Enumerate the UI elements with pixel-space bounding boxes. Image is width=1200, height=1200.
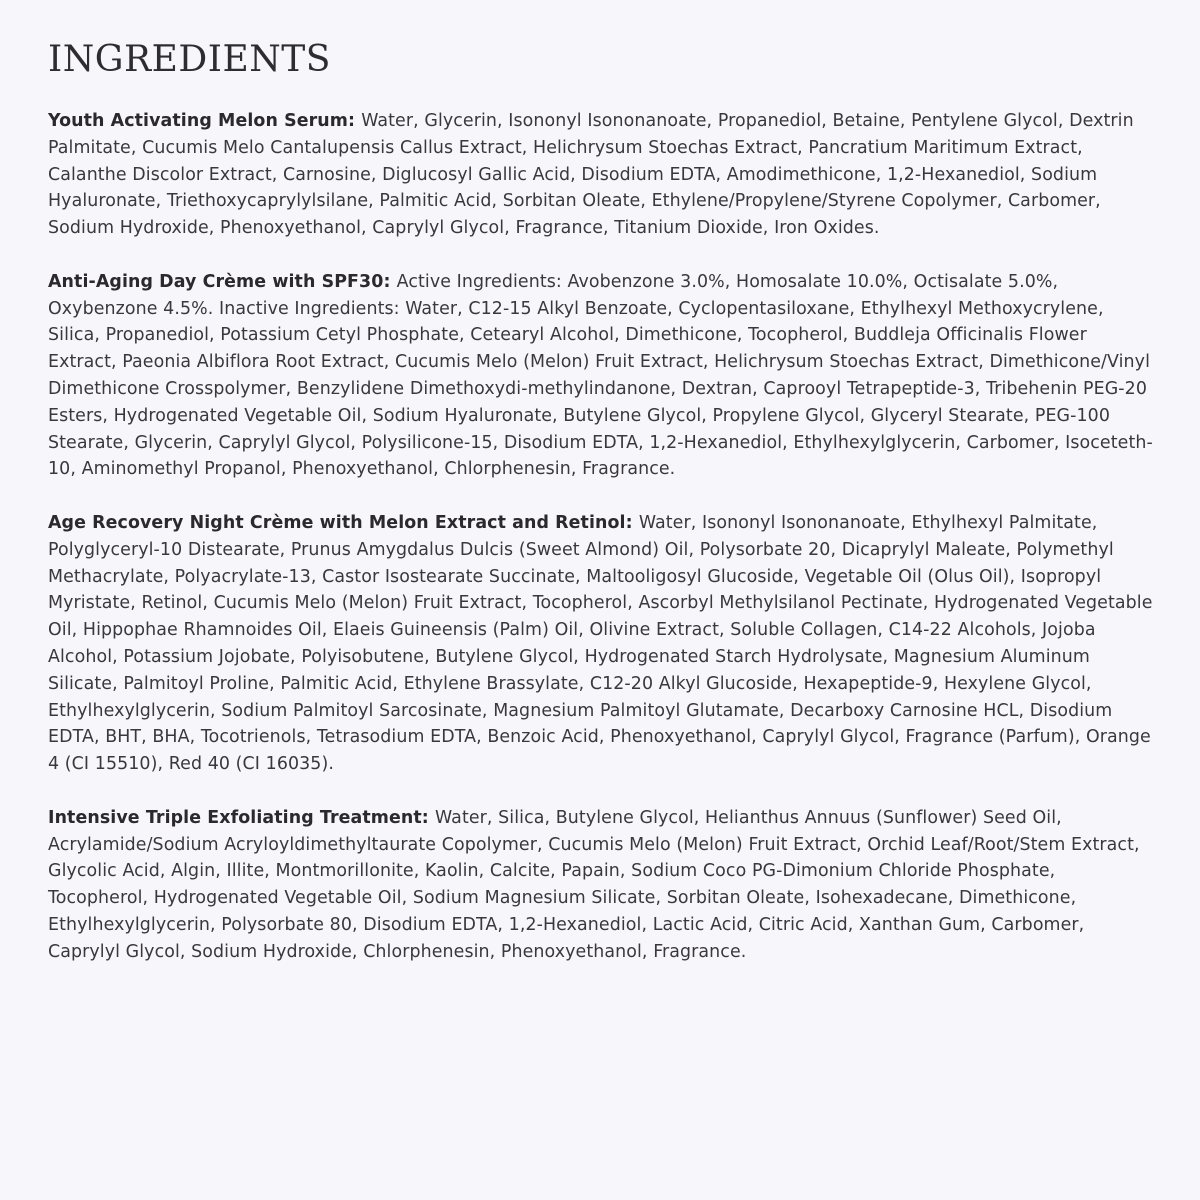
product-name: Youth Activating Melon Serum:: [48, 111, 362, 131]
product-name: Anti-Aging Day Crème with SPF30:: [48, 271, 397, 292]
ingredient-list: Water, Isononyl Isononanoate, Ethylhexyl Palmitate, Polyglyceryl-10 Distearate, Prunus Amygdalus Dulcis (Sweet Almond) Oil, Polysorbate 20, Dicaprylyl Maleate, Polymethyl Methacrylate, Polyacrylate-13, Castor Isostearate Succinate, Maltooligosyl Glucoside, Vegetable Oil (Olus Oil), Isopropyl Myristate, Retinol, Cucumis Melo (Melon) Fruit Extract, Tocopherol, Ascorbyl Methylsilanol Pectinate, Hydrogenated Vegetable Oil, Hippophae Rhamnoides Oil, Elaeis Guineensis (Palm) Oil, Olivine Extract, Soluble Collagen, C14-22 Alcohols, Jojoba Alcohol, Potassium Jojobate, Polyisobutene, Butylene Glycol, Hydrogenated Starch Hydrolysate, Magnesium Aluminum Silicate, Palmitoyl Proline, Palmitic Acid, Ethylene Brassylate, C12-20 Alkyl Glucoside, Hexapeptide-9, Hexylene Glycol, Ethylhexylglycerin, Sodium Palmitoyl Sarcosinate, Magnesium Palmitoyl Glutamate, Decarboxy Carnosine HCL, Disodium EDTA, BHT, BHA, Tocotrienols, Tetrasodium EDTA, Benzoic Acid, Phenoxyethanol, Caprylyl Glycol, Fragrance (Parfum), Orange 4 (CI 15510), Red 40 (CI 16035).: [48, 512, 1153, 775]
product-name: Intensive Triple Exfoliating Treatment:: [48, 807, 435, 828]
ingredient-list: Water, Silica, Butylene Glycol, Helianthus Annuus (Sunflower) Seed Oil, Acrylamide/Sodium Acryloyldimethyltaurate Copolymer, Cucumis Melo (Melon) Fruit Extract, Orchid Leaf/Root/Stem Extract, Glycolic Acid, Algin, Illite, Montmorillonite, Kaolin, Calcite, Papain, Sodium Coco PG-Dimonium Chloride Phosphate, Tocopherol, Hydrogenated Vegetable Oil, Sodium Magnesium Silicate, Sorbitan Oleate, Isohexadecane, Dimethicone, Ethylhexylglycerin, Polysorbate 80, Disodium EDTA, 1,2-Hexanediol, Lactic Acid, Citric Acid, Xanthan Gum, Carbomer, Caprylyl Glycol, Sodium Hydroxide, Chlorphenesin, Phenoxyethanol, Fragrance.: [48, 807, 1140, 962]
ingredient-section-night-creme: [48, 510, 1158, 778]
page-title: INGREDIENTS: [48, 39, 331, 80]
ingredient-list: Water, Glycerin, Isononyl Isononanoate, Propanediol, Betaine, Pentylene Glycol, Dextrin Palmitate, Cucumis Melo Cantalupensis Callus Extract, Helichrysum Stoechas Extract, Pancratium Maritimum Extract, Calanthe Discolor Extract, Carnosine, Diglucosyl Gallic Acid, Disodium EDTA, Amodimethicone, 1,2-Hexanediol, Sodium Hyaluronate, Triethoxycaprylylsilane, Palmitic Acid, Sorbitan Oleate, Ethylene/Propylene/Styrene Copolymer, Carbomer, Sodium Hydroxide, Phenoxyethanol, Caprylyl Glycol, Fragrance, Titanium Dioxide, Iron Oxides.: [48, 111, 1134, 239]
ingredient-section-day-creme: [48, 269, 1158, 483]
ingredient-list: Active Ingredients: Avobenzone 3.0%, Homosalate 10.0%, Octisalate 5.0%, Oxybenzone 4.5%. Inactive Ingredients: Water, C12-15 Alkyl Benzoate, Cyclopentasiloxane, Ethylhexyl Methoxycrylene, Silica, Propanediol, Potassium Cetyl Phosphate, Cetearyl Alcohol, Dimethicone, Tocopherol, Buddleja Officinalis Flower Extract, Paeonia Albiflora Root Extract, Cucumis Melo (Melon) Fruit Extract, Helichrysum Stoechas Extract, Dimethicone/Vinyl Dimethicone Crosspolymer, Benzylidene Dimethoxydi-methylindanone, Dextran, Caprooyl Tetrapeptide-3, Tribehenin PEG-20 Esters, Hydrogenated Vegetable Oil, Sodium Hyaluronate, Butylene Glycol, Propylene Glycol, Glyceryl Stearate, PEG-100 Stearate, Glycerin, Caprylyl Glycol, Polysilicone-15, Disodium EDTA, 1,2-Hexanediol, Ethylhexylglycerin, Carbomer, Isoceteth-10, Aminomethyl Propanol, Phenoxyethanol, Chlorphenesin, Fragrance.: [48, 271, 1153, 480]
product-name: Age Recovery Night Crème with Melon Extract and Retinol:: [48, 512, 639, 533]
ingredient-section-exfoliating-treatment: [48, 805, 1158, 966]
ingredient-section-serum: [48, 108, 1158, 242]
